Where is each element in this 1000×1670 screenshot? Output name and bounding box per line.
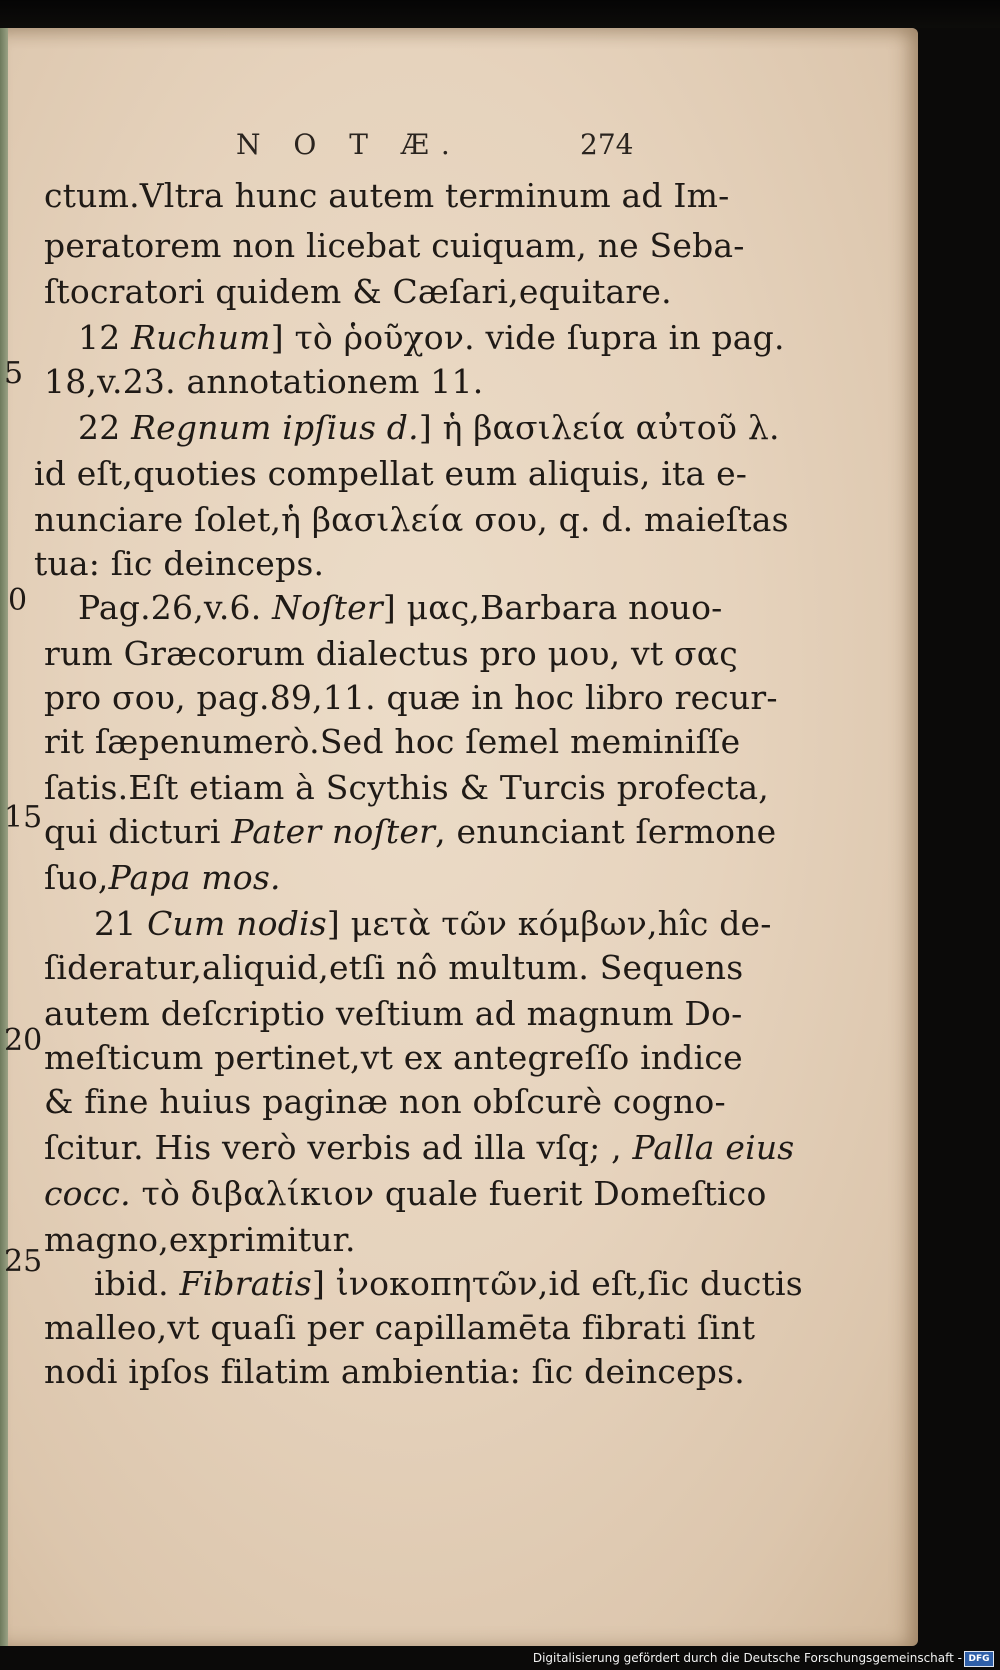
text-line: nunciare ſolet,ἡ βασιλεία σου, q. d. maieſtas (34, 500, 789, 539)
text-line: peratorem non licebat cuiquam, ne Seba- (44, 226, 745, 265)
lemma: Cum nodis (147, 904, 327, 943)
text-line (44, 1128, 794, 1168)
margin-number-5: 5 (4, 356, 24, 391)
lemma: Regnum ipſius d. (131, 408, 419, 447)
text-line: malleo,vt quaſi per capillamēta fibrati ſint (44, 1308, 756, 1347)
line-segment: , enunciant ſermone (435, 812, 777, 851)
text-line: ſideratur,aliquid,etſi nô multum. Sequens (44, 948, 744, 987)
scan-top-edge (0, 0, 1000, 28)
text-line: ctum.Vltra hunc autem terminum ad Im- (44, 176, 730, 215)
dfg-logo: DFG (964, 1651, 994, 1667)
line-segment: τὸ διβαλίκιον quale fuerit Domeſtico (130, 1174, 767, 1213)
lemma: Papa mos. (108, 858, 281, 897)
lemma: Palla eius (632, 1128, 795, 1167)
line-segment: qui dicturi (44, 812, 232, 851)
funding-credit: Digitalisierung gefördert durch die Deutsche Forschungsgemeinschaft - (532, 1651, 962, 1665)
text-line (94, 904, 772, 944)
text-line: & fine huius paginæ non obſcurè cogno- (44, 1082, 726, 1121)
line-segment: ſuo, (44, 858, 109, 897)
text-line (44, 858, 281, 898)
page-number: 274 (580, 128, 634, 161)
line-segment: ] ἰνοκοπητῶν,id eſt,ſic ductis (311, 1264, 803, 1303)
text-line (78, 318, 785, 358)
line-segment: 22 (78, 408, 132, 447)
text-line (44, 812, 776, 852)
text-line: rum Græcorum dialectus pro μου, vt σας (44, 634, 738, 673)
text-line: ſtocratori quidem & Cæſari,equitare. (44, 272, 672, 311)
text-line (78, 408, 780, 448)
running-head: N O T Æ. (236, 128, 462, 161)
text-line: magno,exprimitur. (44, 1220, 356, 1259)
line-segment: ſcitur. His verò verbis ad illa vſq; , (44, 1128, 633, 1167)
margin-number-20: 20 (4, 1023, 43, 1058)
text-line: meſticum pertinet,vt ex antegreſſo indice (44, 1038, 743, 1077)
lemma: Pater noſter (231, 812, 436, 851)
line-segment: ] μας,Barbara nouo- (382, 588, 723, 627)
text-line (78, 588, 723, 628)
line-segment: ibid. (94, 1264, 180, 1303)
line-segment: 21 (94, 904, 148, 943)
line-segment: ] τὸ ῥοῦχον. vide ſupra in pag. (270, 318, 785, 357)
text-line (44, 1174, 767, 1214)
margin-number-10: 0 (8, 583, 28, 618)
margin-number-15: 15 (4, 800, 43, 835)
lemma: Noſter (272, 588, 383, 627)
text-line: id eſt,quoties compellat eum aliquis, ita e- (34, 454, 748, 493)
text-line (94, 1264, 803, 1304)
line-segment: Pag.26,v.6. (78, 588, 273, 627)
text-line: rit ſæpenumerò.Sed hoc ſemel meminiſſe (44, 722, 741, 761)
text-line: tua: ſic deinceps. (34, 544, 325, 583)
book-spine (0, 28, 8, 1646)
text-line: nodi ipſos filatim ambientia: ſic deinceps. (44, 1352, 745, 1391)
text-line: 18,v.23. annotationem 11. (44, 362, 484, 401)
text-line: autem deſcriptio veſtium ad magnum Do- (44, 994, 743, 1033)
lemma: Fibratis (179, 1264, 312, 1303)
lemma: cocc. (44, 1174, 131, 1213)
text-line: pro σου, pag.89,11. quæ in hoc libro recur- (44, 678, 778, 717)
line-segment: ] ἡ βασιλεία αὐτοῦ λ. (418, 408, 780, 447)
lemma: Ruchum (131, 318, 271, 357)
text-line: ſatis.Eſt etiam à Scythis & Turcis profecta, (44, 768, 769, 807)
margin-number-25: 25 (4, 1244, 43, 1279)
line-segment: 12 (78, 318, 132, 357)
line-segment: ] μετὰ τῶν κόμβων,hîc de- (326, 904, 772, 943)
